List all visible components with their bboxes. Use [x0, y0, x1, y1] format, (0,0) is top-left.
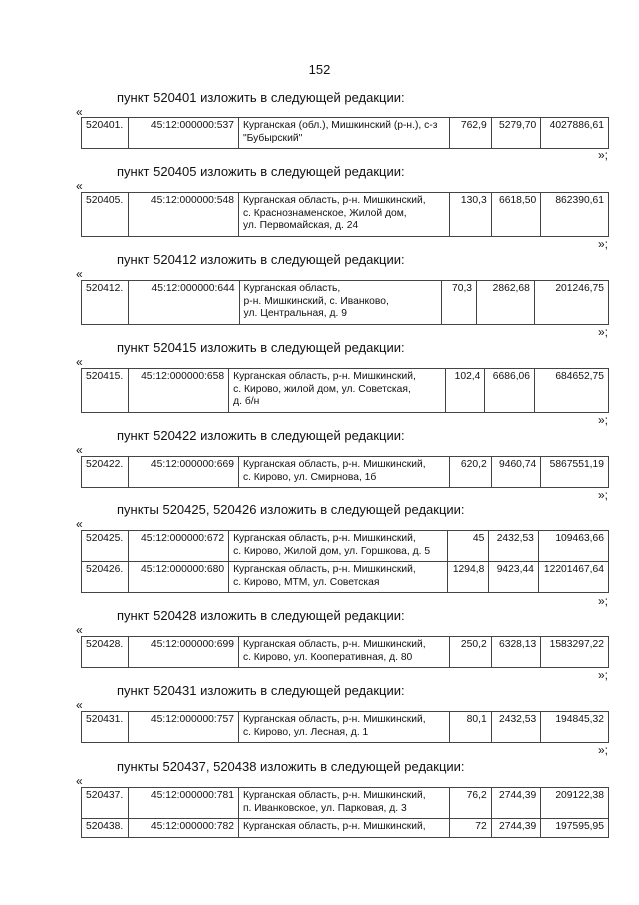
section-heading: пункт 520422 изложить в следующей редакции:	[117, 428, 405, 443]
cadastral-number: 45:12:000000:781	[128, 788, 238, 819]
cadastral-value: 194845,32	[541, 712, 609, 743]
cadastral-value: 109463,66	[538, 531, 608, 562]
row-number: 520405.	[82, 193, 129, 237]
quote-close: »;	[598, 325, 609, 339]
area: 80,1	[450, 712, 491, 743]
section-heading: пункт 520405 изложить в следующей редакции:	[117, 164, 405, 179]
quote-close: »;	[598, 488, 609, 502]
table-row	[82, 637, 609, 668]
address: Курганская область, р-н. Мишкинский, с. Краснознаменское, Жилой дом, ул. Первомайская, д. 24	[238, 193, 449, 237]
row-number: 520401.	[82, 118, 129, 149]
row-number: 520428.	[82, 637, 129, 668]
row-number: 520412.	[82, 281, 129, 325]
table-row	[82, 457, 609, 488]
cadastral-number: 45:12:000000:680	[128, 562, 228, 593]
quote-open: «	[76, 105, 83, 119]
page-number: 152	[308, 62, 331, 77]
rate: 9460,74	[491, 457, 541, 488]
cadastral-value: 862390,61	[541, 193, 609, 237]
cadastral-number: 45:12:000000:548	[128, 193, 238, 237]
section-heading: пункт 520412 изложить в следующей редакции:	[117, 252, 405, 267]
section-heading: пункты 520425, 520426 изложить в следующей редакции:	[117, 502, 465, 517]
quote-open: «	[76, 267, 83, 281]
property-table	[81, 117, 609, 149]
area: 72	[450, 819, 491, 838]
address: Курганская область, р-н. Мишкинский, с. Иванково, ул. Центральная, д. 9	[239, 281, 441, 325]
table-row	[82, 562, 609, 593]
cadastral-value: 1583297,22	[541, 637, 609, 668]
address: Курганская (обл.), Мишкинский (р-н.), с-з "Бубырский"	[238, 118, 449, 149]
quote-close: »;	[598, 237, 609, 251]
quote-open: «	[76, 517, 83, 531]
rate: 2862,68	[477, 281, 535, 325]
address: Курганская область, р-н. Мишкинский, с. Кирово, МТМ, ул. Советская	[229, 562, 448, 593]
cadastral-value: 4027886,61	[541, 118, 609, 149]
rate: 5279,70	[491, 118, 541, 149]
section-heading: пункт 520428 изложить в следующей редакции:	[117, 608, 405, 623]
cadastral-number: 45:12:000000:672	[128, 531, 228, 562]
address: Курганская область, р-н. Мишкинский, с. Кирово, Жилой дом, ул. Горшкова, д. 5	[229, 531, 448, 562]
property-table	[81, 636, 609, 668]
address: Курганская область, р-н. Мишкинский, с. Кирово, ул. Смирнова, 1б	[238, 457, 449, 488]
table-row	[82, 281, 609, 325]
table-row	[82, 118, 609, 149]
quote-open: «	[76, 774, 83, 788]
rate: 6328,13	[491, 637, 541, 668]
address: Курганская область, р-н. Мишкинский, с. Кирово, жилой дом, ул. Советская, д. б/н	[229, 369, 446, 413]
section-heading: пункт 520401 изложить в следующей редакции:	[117, 90, 405, 105]
table-row	[82, 819, 609, 838]
table-row	[82, 712, 609, 743]
row-number: 520422.	[82, 457, 129, 488]
property-table	[81, 192, 609, 237]
area: 76,2	[450, 788, 491, 819]
row-number: 520425.	[82, 531, 129, 562]
rate: 6686,06	[485, 369, 535, 413]
area: 45	[447, 531, 489, 562]
cadastral-value: 5867551,19	[541, 457, 609, 488]
cadastral-number: 45:12:000000:669	[128, 457, 238, 488]
quote-close: »;	[598, 594, 609, 608]
rate: 2432,53	[489, 531, 539, 562]
section-heading: пункт 520415 изложить в следующей редакции:	[117, 340, 405, 355]
quote-open: «	[76, 698, 83, 712]
address: Курганская область, р-н. Мишкинский,	[238, 819, 449, 838]
area: 620,2	[450, 457, 491, 488]
property-table	[81, 711, 609, 743]
rate: 2432,53	[491, 712, 541, 743]
cadastral-number: 45:12:000000:699	[128, 637, 238, 668]
cadastral-value: 684652,75	[535, 369, 609, 413]
cadastral-number: 45:12:000000:537	[128, 118, 238, 149]
area: 102,4	[445, 369, 485, 413]
property-table	[81, 280, 609, 325]
quote-open: «	[76, 443, 83, 457]
cadastral-number: 45:12:000000:782	[128, 819, 238, 838]
section-heading: пункт 520431 изложить в следующей редакции:	[117, 683, 405, 698]
property-table	[81, 787, 609, 838]
quote-open: «	[76, 179, 83, 193]
cadastral-number: 45:12:000000:757	[128, 712, 238, 743]
row-number: 520437.	[82, 788, 129, 819]
address: Курганская область, р-н. Мишкинский, с. Кирово, ул. Лесная, д. 1	[238, 712, 449, 743]
address: Курганская область, р-н. Мишкинский, с. Кирово, ул. Кооперативная, д. 80	[238, 637, 449, 668]
address: Курганская область, р-н. Мишкинский, п. Иванковское, ул. Парковая, д. 3	[238, 788, 449, 819]
cadastral-value: 12201467,64	[538, 562, 608, 593]
row-number: 520426.	[82, 562, 129, 593]
cadastral-value: 201246,75	[534, 281, 608, 325]
rate: 9423,44	[489, 562, 539, 593]
property-table	[81, 368, 609, 413]
quote-close: »;	[598, 148, 609, 162]
table-row	[82, 788, 609, 819]
quote-open: «	[76, 623, 83, 637]
area: 1294,8	[447, 562, 489, 593]
row-number: 520431.	[82, 712, 129, 743]
cadastral-number: 45:12:000000:644	[128, 281, 239, 325]
rate: 2744,39	[491, 788, 541, 819]
quote-close: »;	[598, 413, 609, 427]
area: 250,2	[450, 637, 491, 668]
cadastral-number: 45:12:000000:658	[128, 369, 228, 413]
table-row	[82, 531, 609, 562]
area: 130,3	[450, 193, 491, 237]
area: 70,3	[441, 281, 477, 325]
property-table	[81, 456, 609, 488]
rate: 2744,39	[491, 819, 541, 838]
quote-open: «	[76, 355, 83, 369]
row-number: 520415.	[82, 369, 129, 413]
area: 762,9	[450, 118, 491, 149]
row-number: 520438.	[82, 819, 129, 838]
table-row	[82, 369, 609, 413]
quote-close: »;	[598, 743, 609, 757]
table-row	[82, 193, 609, 237]
property-table	[81, 530, 609, 593]
quote-close: »;	[598, 668, 609, 682]
section-heading: пункты 520437, 520438 изложить в следующей редакции:	[117, 759, 465, 774]
cadastral-value: 209122,38	[541, 788, 609, 819]
rate: 6618,50	[491, 193, 541, 237]
cadastral-value: 197595,95	[541, 819, 609, 838]
